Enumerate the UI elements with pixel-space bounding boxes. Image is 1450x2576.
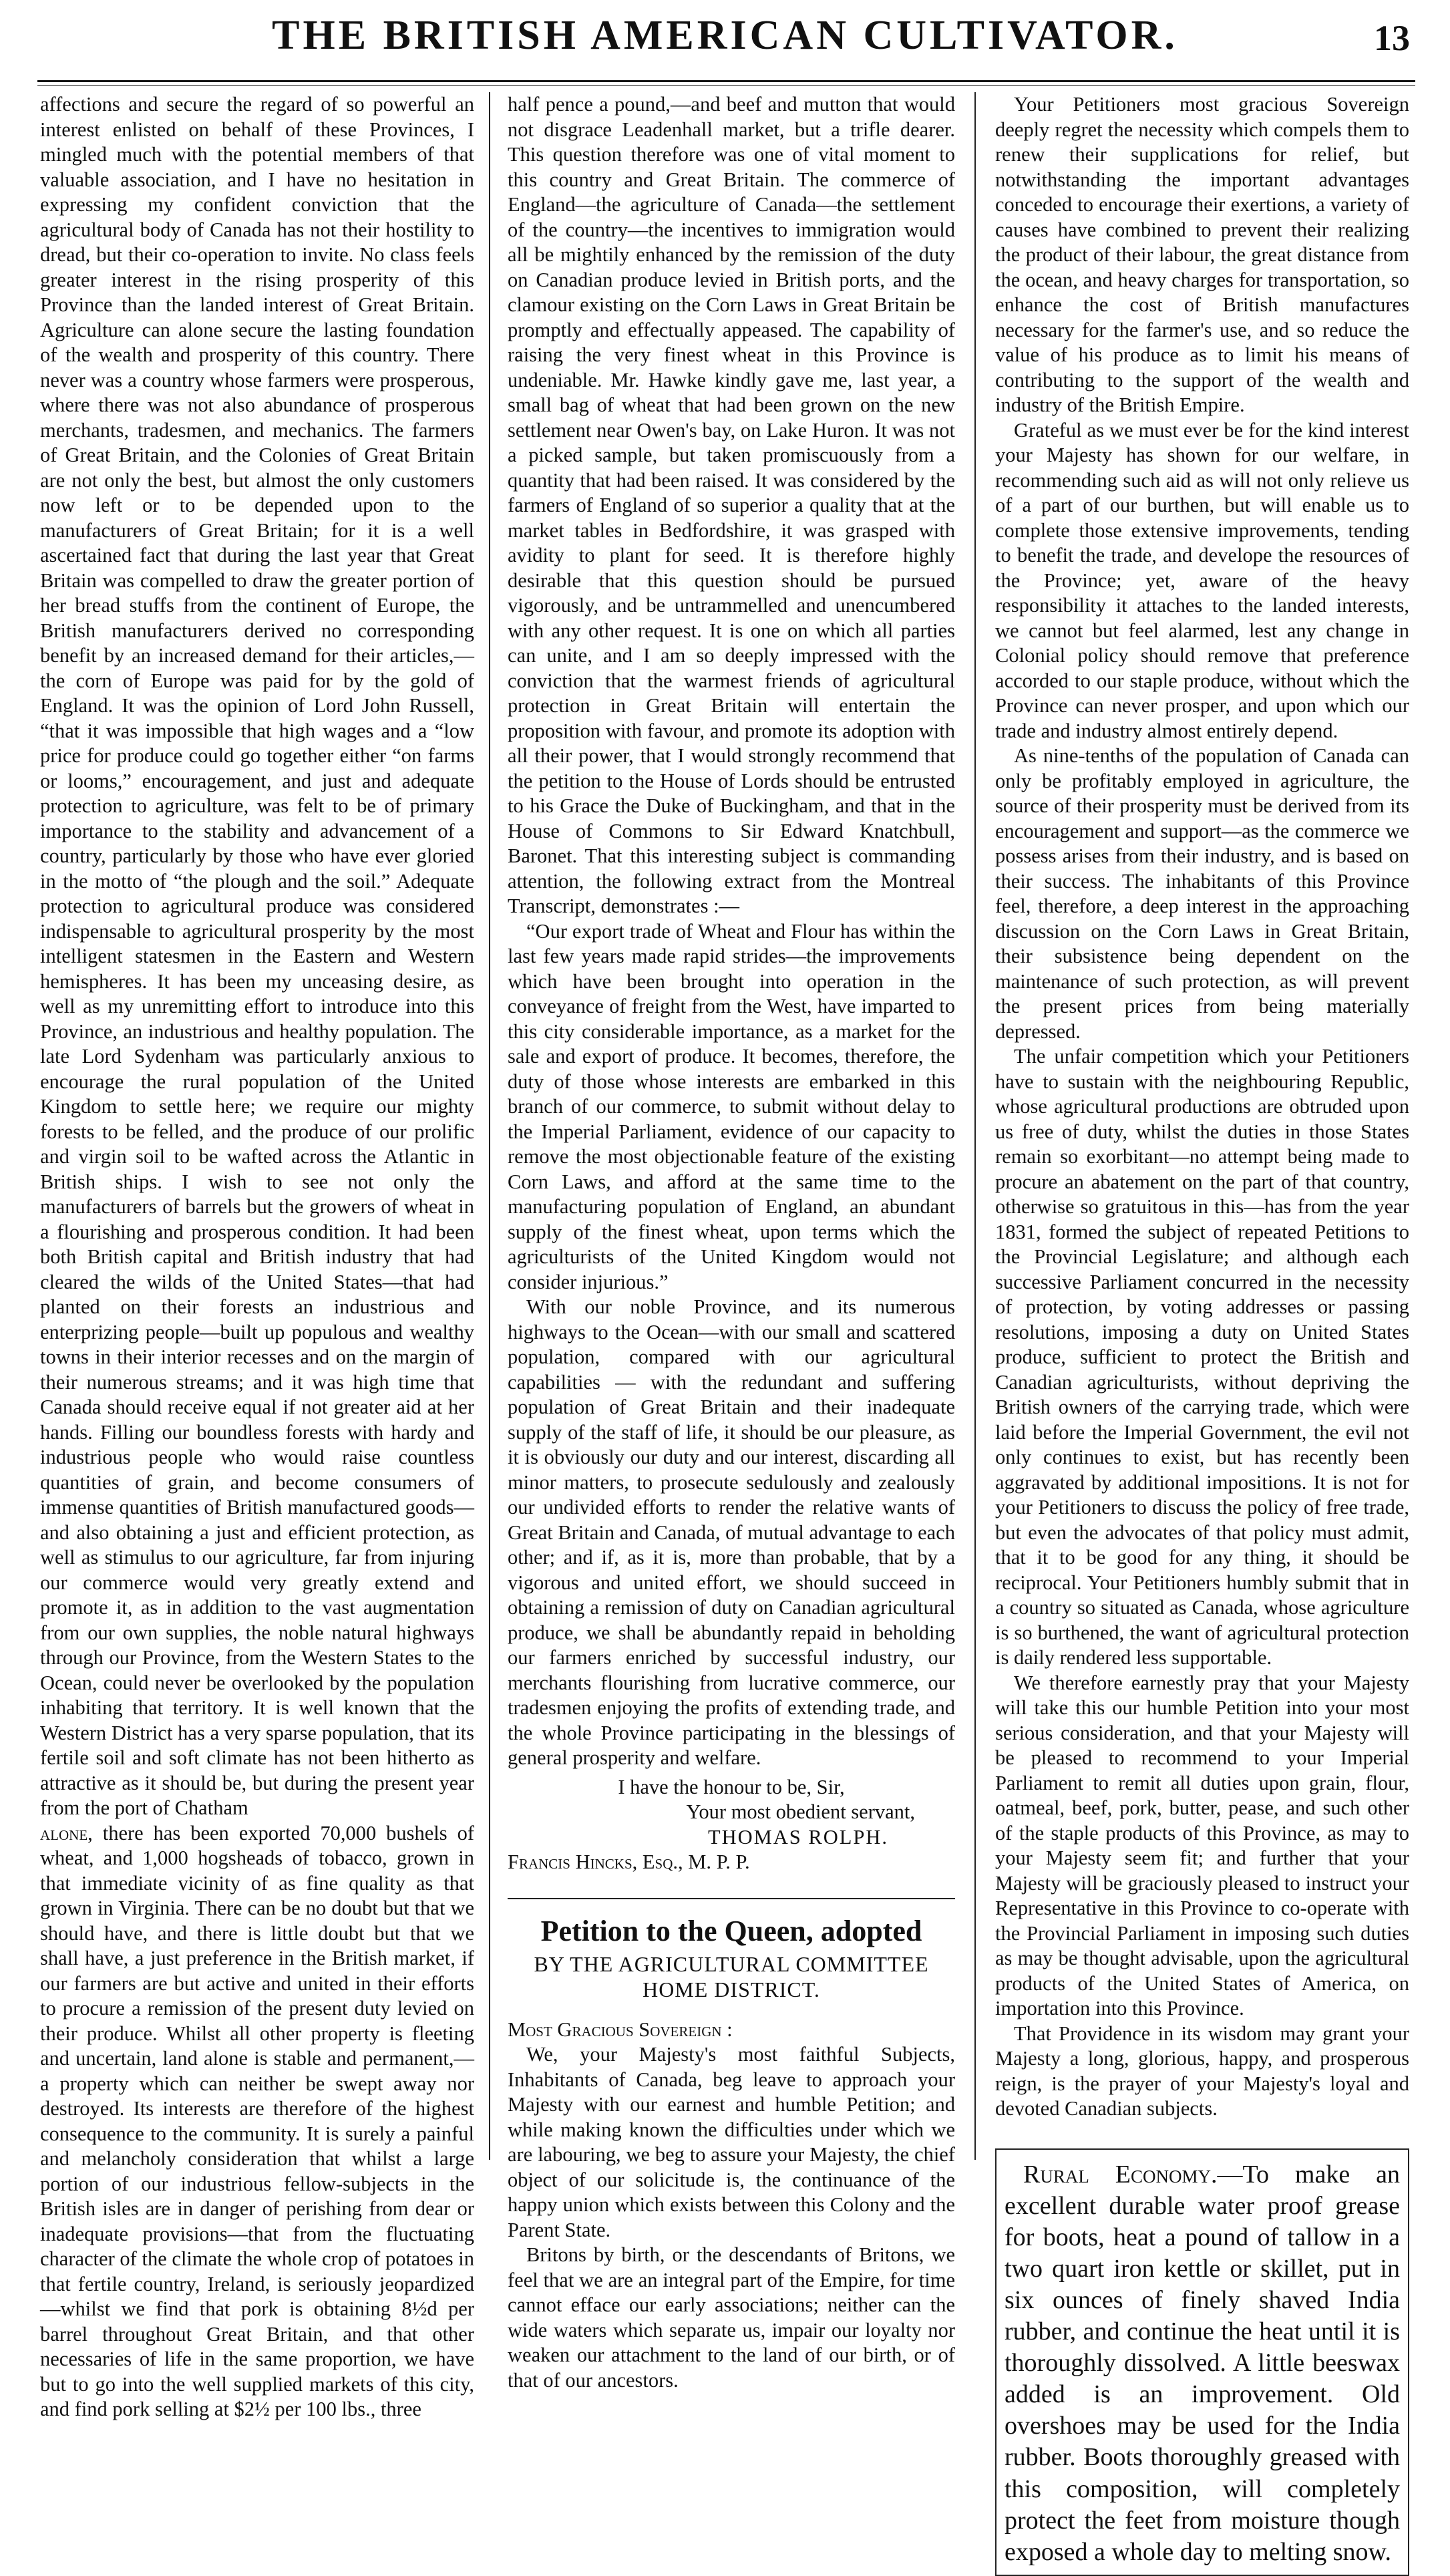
petition-paragraph: We therefore earnestly pray that your Majesty will take this our humble Petition into your most serious consideration, and that your Majesty will be pleased to recommend to your Imperial Parliament to remit all duties upon grain, flour, oatmeal, beef, pork, butter, pease, and such other of the staple products of this Province, as may to your Majesty seem fit; and further that your Majesty will be graciously pleased to instruct your Representative in this Province to co-operate with the Provincial Parliament in imposing such duties as may be thought advisable, upon the agricultural products of the United States of America, on importation into this Province. xyxy=(995,1671,1409,2020)
petition-salutation: Most Gracious Sovereign : xyxy=(508,2018,733,2041)
column-divider-1 xyxy=(489,92,490,2160)
page-title: THE BRITISH AMERICAN CULTIVATOR. xyxy=(272,13,1178,58)
petition-paragraph: That Providence in its wisdom may grant your Majesty a long, glorious, happy, and prosperous reign, is the prayer of your Majesty's loyal and devoted Canadian subjects. xyxy=(995,2022,1409,2120)
rural-economy-heading: Rural Economy. xyxy=(1023,2160,1218,2189)
masthead xyxy=(0,9,1450,76)
column-2 xyxy=(508,92,955,2392)
petition-paragraph: As nine-tenths of the population of Canada can only be profitably employed in agriculture, the source of their prosperity must be derived from its encouragement and support—as the commerce we possess arises from their industry, and is based on their success. The inhabitants of this Province feel, therefore, a deep interest in the approaching discussion on the Corn Laws in Great Britain, their subsistence being dependent on the maintenance of such protection, as will prevent the present prices from being materially depressed. xyxy=(995,744,1409,1043)
rural-economy-text: —To make an excellent durable water proof grease for boots, heat a pound of tallow in a two quart iron kettle or skillet, put in six ounces of finely shaved India rubber, and continue the heat until it is thoroughly dissolved. A little beeswax added is an improvement. Old overshoes may be used for the India rubber. Boots thoroughly greased with this composition, will completely protect the feet from moisture though exposed a whole day to melting snow. xyxy=(1005,2160,1400,2566)
column-divider-2 xyxy=(974,92,976,2160)
quoted-extract: “Our export trade of Wheat and Flour has within the last few years made rapid strides—the improvements which have been brought into operation in the conveyance of freight from the West, have imparted to this city considerable importance, as a market for the sale and export of produce. It becomes, therefore, the duty of those whose interests are embarked in this branch of our commerce, to submit without delay to the Imperial Parliament, evidence of our capacity to remove the most objectionable feature of the existing Corn Laws, and afford at the same time to the manufacturing population of England, an abundant supply of the finest wheat, upon terms which the agriculturists of the United Kingdom would not consider injurious.” xyxy=(508,919,955,1293)
letter-closing: I have the honour to be, Sir, xyxy=(618,1775,845,1798)
article-paragraph: With our noble Province, and its numerous highways to the Ocean—with our small and scattered population, compared with our agricultural capabilities — with the redundant and suffering population of Great Britain and their inadequate supply of the staff of life, it should be our pleasure, as it is obviously our duty and our interest, discarding all minor matters, to prosecute sedulously and zealously our undivided efforts to render the relative wants of Great Britain and Canada, of mutual advantage to each other; and if, as it is, more than probable, that by a vigorous and united effort, we should succeed in obtaining a remission of duty on Canadian agricultural produce, we shall be abundantly repaid in beholding our farmers enriched by successful industry, our merchants flourishing from lucrative commerce, our tradesmen enjoying the profits of extending trade, and the whole Province participating in the blessings of general prosperity and welfare. xyxy=(508,1295,955,1769)
petition-paragraph: Britons by birth, or the descendants of Britons, we feel that we are an integral part of the Empire, for time cannot efface our early associations; neither can the wide waters which separate us, impair our loyalty nor weaken our attachment to the land of our birth, or of that of our ancestors. xyxy=(508,2243,955,2392)
letter-addressee: Francis Hincks, Esq., M. P. P. xyxy=(508,1850,750,1873)
petition-paragraph: Your Petitioners most gracious Sovereign deeply regret the necessity which compels them to renew their supplications for relief, but notwithstanding the important advantages conceded to encourage their exertions, a variety of causes have combined to prevent their realizing the product of their labour, the great distance from the ocean, and heavy charges for transportation, so enhance the cost of British manufactures necessary for the farmer's use, and so reduce the value of his produce as to limit his means of contributing to the support of the wealth and industry of the British Empire. xyxy=(995,93,1409,416)
rural-economy-paragraph xyxy=(1005,2159,1400,2568)
petition-paragraph: We, your Majesty's most faithful Subjects, Inhabitants of Canada, beg leave to approach your Majesty with our earnest and humble Petition; and while making known the difficulties under which we are labouring, we beg to assure your Majesty, the chief object of our solicitude is, the continuance of the happy union which exists between this Colony and the Parent State. xyxy=(508,2043,955,2241)
header-rule xyxy=(37,80,1415,82)
emphasis-word: alone, xyxy=(40,1821,93,1844)
letter-sign-line: Your most obedient servant, xyxy=(686,1800,915,1823)
rural-economy-box xyxy=(995,2148,1409,2576)
petition-paragraph: The unfair competition which your Petitioners have to sustain with the neighbouring Republic, whose agricultural productions are obtruded upon us free of duty, whilst the duties in those States remain so exorbitant—no attempt being made to procure an abatement on the part of that country, otherwise so gratuitous in this—has from the year 1831, formed the subject of repeated Petitions to the Provincial Legislature; and although each successive Parliament concurred in the necessity of protection, by voting addresses or passing resolutions, imposing a duty on United States produce, sufficient to protect the British and Canadian agriculturists, without depriving the British owners of the carrying trade, which were laid before the Imperial Government, the evil not only continues to exist, but has recently been aggravated by additional impositions. It is not for your Petitioners to discuss the policy of free trade, but even the advocates of that policy must admit, that it to be good for any thing, it should be reciprocal. Your Petitioners humbly submit that in a country so situated as Canada, whose agriculture is so burthened, the want of agricultural protection is daily rendered less supportable. xyxy=(995,1045,1409,1669)
article-paragraph-text: there has been exported 70,000 bushels of wheat, and 1,000 hogsheads of tobacco, grown in that immediate vicinity of as fine quality as that grown in Virginia. There can be no doubt but that we should have, and there is little doubt but that we shall have, a just preference in the British market, if our farmers are but active and united in their efforts to procure a remission of the present duty levied on their produce. Whilst all other property is fleeting and uncertain, land alone is stable and permanent,—a property which can neither be swept away nor destroyed. Its interests are therefore of the highest consequence to the community. It is surely a painful and melancholy consideration that whilst a large portion of our industrious fellow-subjects in the British isles are in danger of perishing from dear or inadequate provisions—that from the fluctuating character of the climate the whole crop of potatoes in that fertile country, Ireland, is seriously jeopardized—whilst we find that pork is obtaining 8½d per barrel throughout Great Britain, and that other necessaries of life in the same proportion, we have but to go into the well supplied markets of this city, and find pork selling at $2½ per 100 lbs., three xyxy=(40,1821,474,2420)
article-paragraph xyxy=(40,1821,474,2422)
column-1 xyxy=(40,92,474,2420)
header-rule-thin xyxy=(37,85,1415,86)
petition-subheading: BY THE AGRICULTURAL COMMITTEE xyxy=(534,1951,929,1976)
petition-paragraph: Grateful as we must ever be for the kind interest your Majesty has shown for our welfare, in recommending such aid as will not only relieve us of a part of our burthen, but will enable us to complete those extensive improvements, tending to benefit the trade, and develope the resources of the Province; yet, aware of the heavy responsibility it attaches to the landed interests, we cannot but feel alarmed, lest any change in Colonial policy should remove that preference accorded to our staple produce, without which the Province can never prosper, and upon which our trade and industry almost entirely depend. xyxy=(995,418,1409,742)
petition-heading: Petition to the Queen, adopted xyxy=(540,1914,922,1947)
letter-signature: THOMAS ROLPH. xyxy=(707,1825,888,1848)
article-paragraph: affections and secure the regard of so powerful an interest enlisted on behalf of these Provinces, I mingled much with the potential members of that valuable association, and I have no hesitation in expressing my confident conviction that the agricultural body of Canada has not their hostility to dread, but their co-operation to invite. No class feels greater interest in the rising prosperity of this Province than the landed interest of Great Britain. Agriculture can alone secure the lasting foundation of the wealth and prosperity of this country. There never was a country whose farmers were prosperous, where there was not also abundance of prosperous merchants, tradesmen, and mechanics. The farmers of Great Britain, and the Colonies of Great Britain are not only the best, but almost the only customers now left or to be depended upon to the manufacturers of Great Britain; for it is a well ascertained fact that during the last year that Great Britain was compelled to draw the greater portion of her bread stuffs from the continent of Europe, the British manufacturers derived no corresponding benefit by an increased demand for their articles,—the corn of Europe was paid for by the gold of England. It was the opinion of Lord John Russell, “that it was impossible that high wages and a “low price for produce could go together either “on farms or looms,” encouragement, and just and adequate protection to agriculture, was felt to be of primary importance to the stability and advancement of a country, particularly by those who have ever gloried in the motto of “the plough and the soil.” Adequate protection to agricultural produce was considered indispensable to agricultural prosperity by the most intelligent statesmen in the Eastern and Western hemispheres. It has been my unceasing desire, as well as my unremitting effort to introduce into this Province, an industrious and healthy population. The late Lord Sydenham was particularly anxious to encourage the rural population of the United Kingdom to settle here; we require our mighty forests to be felled, and the produce of our prolific and virgin soil to be wafted across the Atlantic in British ships. I wish to see not only the manufacturers of barrels but the growers of wheat in a flourishing and prosperous condition. It had been both British capital and British industry that had cleared the wilds of the United States—that had planted on their forests an industrious and enterprizing people—built up populous and wealthy towns in their interior recesses and on the margin of their numerous streams; and it was high time that Canada should receive equal if not greater aid at her hands. Filling our boundless forests with hardy and industrious people who would raise countless quantities of grain, and become consumers of immense quantities of British manufactured goods—and also obtaining a just and efficient protection, as well as stimulus to our agriculture, far from injuring our commerce would very greatly extend and promote it, as in addition to the vast augmentation from our own supplies, the noble natural highways through our Province, from the Western States to the Ocean, could never be overlooked by the population inhabiting that territory. It is well known that the Western District has a very sparse population, that its fertile soil and soft climate has not been hitherto as attractive as it should be, but during the present year from the port of Chatham xyxy=(40,93,474,1819)
column-3 xyxy=(995,92,1409,2566)
page-number: 13 xyxy=(1374,18,1410,58)
petition-subheading: HOME DISTRICT. xyxy=(643,1977,820,2002)
section-divider xyxy=(508,1898,955,1899)
article-paragraph: half pence a pound,—and beef and mutton that would not disgrace Leadenhall market, but a trifle dearer. This question therefore was one of vital moment to this country and Great Britain. The commerce of England—the agriculture of Canada—the settlement of the country—the incentives to immigration would all be mightily enhanced by the remission of the duty on Canadian produce levied in British ports, and the clamour existing on the Corn Laws in Great Britain be promptly and effectually appeased. The capability of raising the very finest wheat in this Province is undeniable. Mr. Hawke kindly gave me, last year, a small bag of wheat that had been grown on the new settlement near Owen's bay, on Lake Huron. It was not a picked sample, but taken promiscuously from a quantity that had been raised. It was considered by the farmers of England of so superior a quality that at the market tables in Bedfordshire, it was grasped with avidity to plant for seed. It is therefore highly desirable that this question should be pursued vigorously, and be untrammelled and unencumbered with any other request. It is one on which all parties can unite, and I am so deeply impressed with the conviction that the warmest friends of agricultural protection in Great Britain will entertain the proposition with favour, and promote its adoption with all their power, that I would strongly recommend that the petition to the House of Lords should be entrusted to his Grace the Duke of Buckingham, and that in the House of Commons to Sir Edward Knatchbull, Baronet. That this interesting subject is commanding attention, the following extract from the Montreal Transcript, demonstrates :— xyxy=(508,93,955,917)
